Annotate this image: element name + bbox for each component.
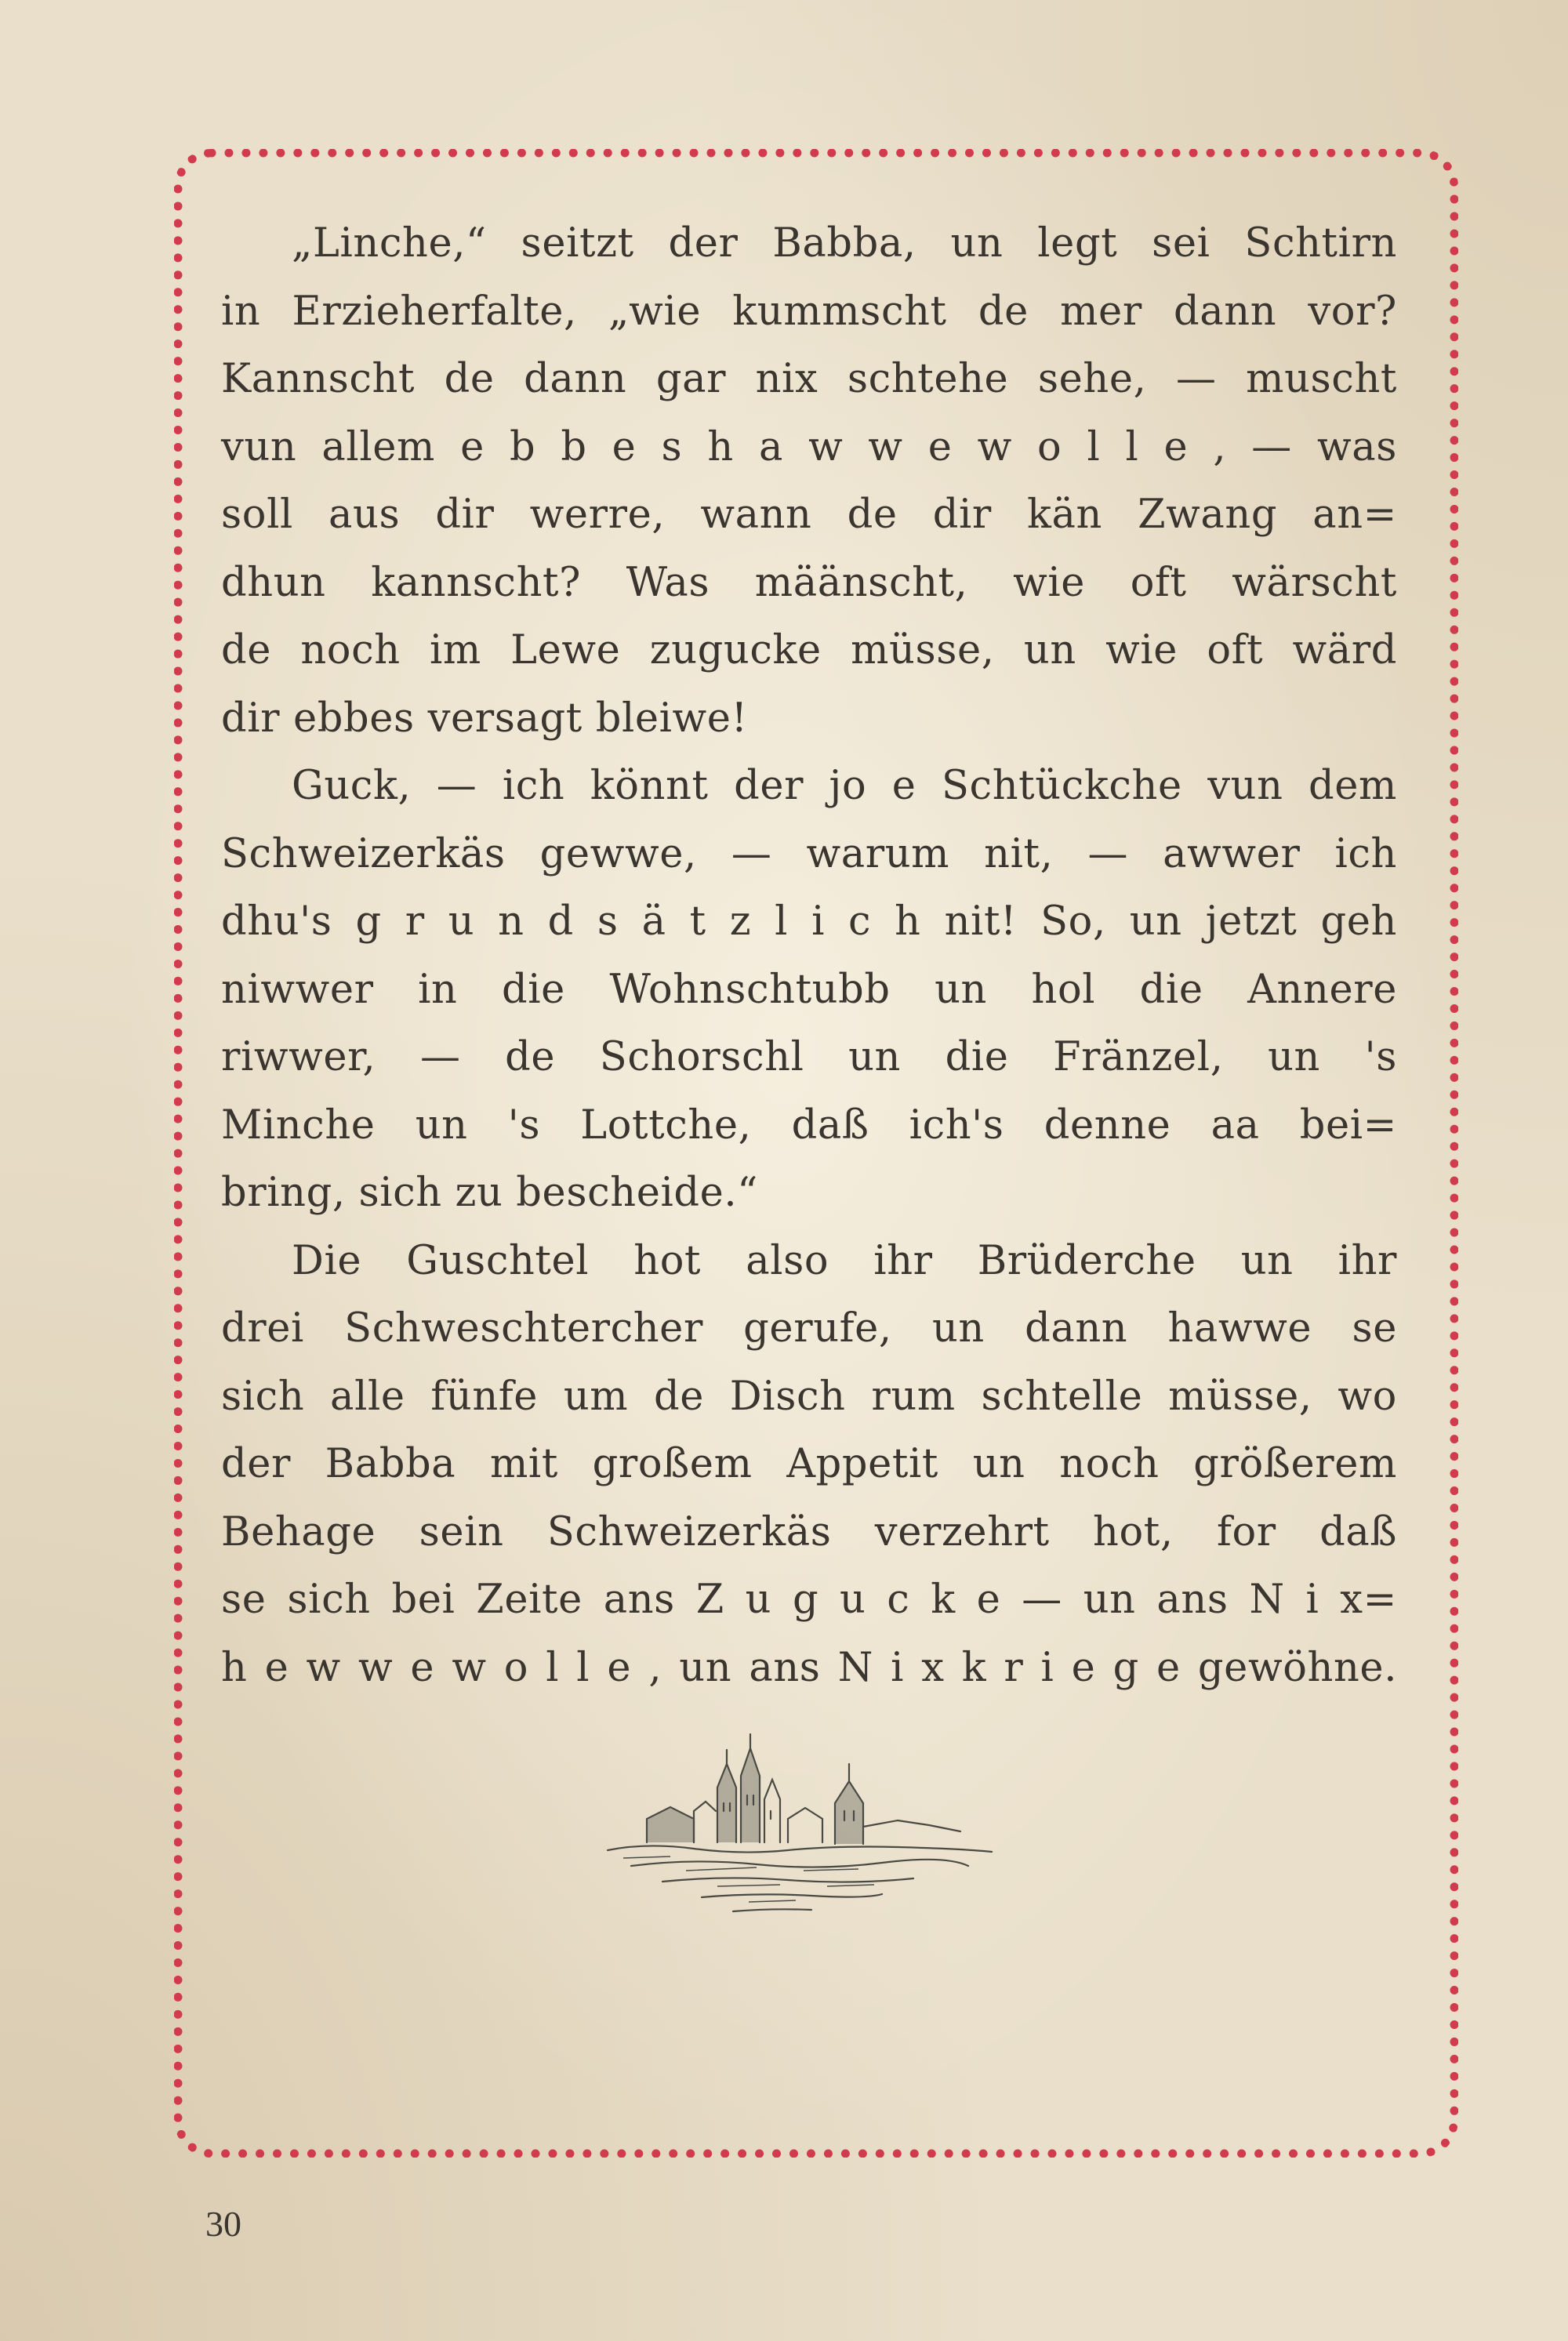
body-text (221, 210, 1397, 1702)
text-line: vun allem e b b e s h a w w e w o l l e , — was (221, 423, 1397, 470)
text-line: Minche un 's Lottche, daß ich's denne aa bei= (221, 1102, 1397, 1149)
text-line: dhu's g r u n d s ä t z l i c h nit! So, un jetzt geh (221, 898, 1397, 945)
text-line: bring, sich zu bescheide.“ (221, 1170, 758, 1216)
text-line: der Babba mit großem Appetit un noch größerem (221, 1441, 1397, 1487)
text-line: niwwer in die Wohnschtubb un hol die Annere (221, 966, 1397, 1013)
text-line: dhun kannscht? Was määnscht, wie oft wärscht (221, 559, 1397, 606)
paragraph-2 (221, 753, 1397, 1228)
text-line: soll aus dir werre, wann de dir kän Zwang an= (221, 492, 1397, 538)
paragraph-1 (221, 210, 1397, 753)
text-line: se sich bei Zeite ans Z u g u c k e — un ans N i x= (221, 1577, 1397, 1623)
text-line: riwwer, — de Schorschl un die Fränzel, un 's (221, 1034, 1397, 1080)
page-number: 30 (205, 2204, 241, 2244)
text-line: drei Schweschtercher gerufe, un dann hawwe se (221, 1305, 1397, 1352)
text-line: Die Guschtel hot also ihr Brüderche un ihr (292, 1237, 1397, 1284)
text-line: h e w w e w o l l e , un ans N i x k r i e g e gewöhne. (221, 1644, 1397, 1691)
text-line: Schweizerkäs gewwe, — warum nit, — awwer ich (221, 830, 1397, 877)
text-line: in Erzieherfalte, „wie kummscht de mer dann vor? (221, 288, 1397, 335)
text-line: „Linche,“ seitzt der Babba, un legt sei Schtirn (292, 220, 1397, 267)
town-skyline-vignette-icon (600, 1733, 1000, 1952)
text-line: de noch im Lewe zugucke müsse, un wie oft wärd (221, 627, 1397, 673)
text-line: Guck, — ich könnt der jo e Schtückche vun dem (292, 763, 1397, 809)
text-line: dir ebbes versagt bleiwe! (221, 695, 748, 742)
text-line: Kannscht de dann gar nix schtehe sehe, — muscht (221, 356, 1397, 402)
paragraph-3 (221, 1228, 1397, 1703)
text-line: Behage sein Schweizerkäs verzehrt hot, for daß (221, 1508, 1397, 1555)
text-line: sich alle fünfe um de Disch rum schtelle müsse, wo (221, 1373, 1397, 1420)
